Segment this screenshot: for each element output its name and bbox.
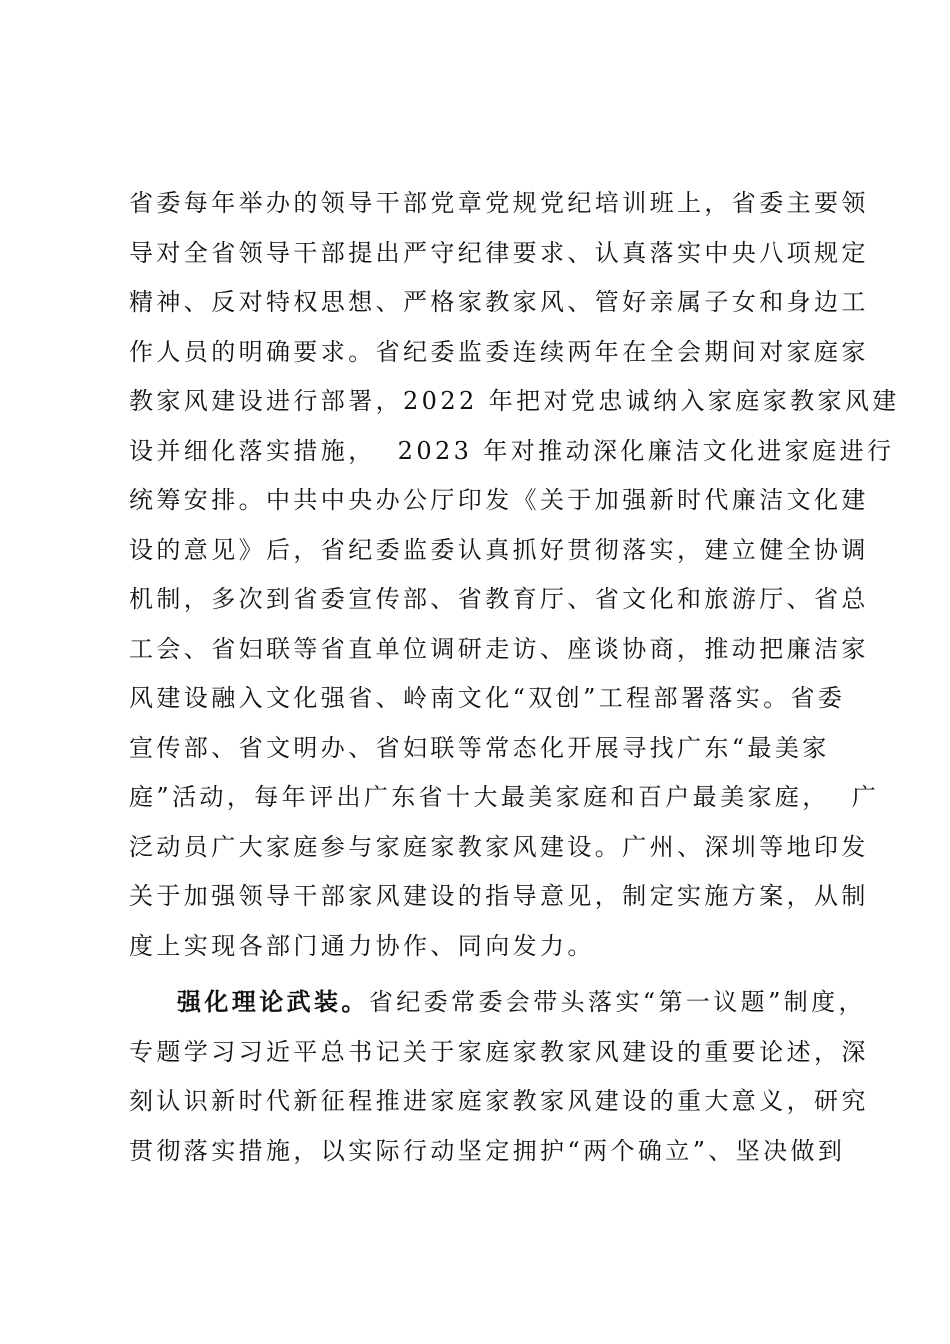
paragraph-line: 工会、省妇联等省直单位调研走访、座谈协商，推动把廉洁家 bbox=[129, 634, 869, 663]
paragraph-line-rest: 省纪委常委会带头落实“第一议题”制度， bbox=[368, 988, 866, 1016]
paragraph-line: 专题学习习近平总书记关于家庭家教家风建设的重要论述，深 bbox=[129, 1037, 869, 1066]
paragraph-line: 度上实现各部门通力协作、同向发力。 bbox=[129, 931, 595, 960]
paragraph-line: 庭”活动，每年评出广东省十大最美家庭和百户最美家庭， 广 bbox=[129, 783, 880, 811]
paragraph-line: 刻认识新时代新征程推进家庭家教家风建设的重大意义，研究 bbox=[129, 1087, 869, 1115]
paragraph-line: 机制，多次到省委宣传部、省教育厅、省文化和旅游厅、省总 bbox=[129, 585, 869, 613]
paragraph-line: 宣传部、省文明办、省妇联等常态化开展寻找广东“最美家 bbox=[129, 733, 830, 762]
section-lead-heading: 强化理论武装。 bbox=[177, 987, 369, 1016]
paragraph-line: 教家风建设进行部署，2022 年把对党忠诚纳入家庭家教家风建 bbox=[129, 387, 900, 415]
paragraph-line: 关于加强领导干部家风建设的指导意见，制定实施方案，从制 bbox=[129, 882, 869, 910]
paragraph-line: 设并细化落实措施， 2023 年对推动深化廉洁文化进家庭进行 bbox=[129, 436, 895, 465]
paragraph-line: 设的意见》后，省纪委监委认真抓好贯彻落实，建立健全协调 bbox=[129, 535, 869, 564]
paragraph-line: 作人员的明确要求。省纪委监委连续两年在全会期间对家庭家 bbox=[129, 337, 869, 366]
paragraph-first-line bbox=[177, 985, 866, 1019]
paragraph-line: 统筹安排。中共中央办公厅印发《关于加强新时代廉洁文化建 bbox=[129, 486, 869, 514]
paragraph-line: 省委每年举办的领导干部党章党规党纪培训班上，省委主要领 bbox=[129, 189, 869, 217]
paragraph-line: 风建设融入文化强省、岭南文化“双创”工程部署落实。省委 bbox=[129, 684, 846, 712]
paragraph-line: 泛动员广大家庭参与家庭家教家风建设。广州、深圳等地印发 bbox=[129, 832, 869, 861]
paragraph-line: 精神、反对特权思想、严格家教家风、管好亲属子女和身边工 bbox=[129, 288, 869, 316]
paragraph-line: 导对全省领导干部提出严守纪律要求、认真落实中央八项规定 bbox=[129, 238, 869, 267]
paragraph-line: 贯彻落实措施，以实际行动坚定拥护“两个确立”、坚决做到 bbox=[129, 1136, 846, 1165]
